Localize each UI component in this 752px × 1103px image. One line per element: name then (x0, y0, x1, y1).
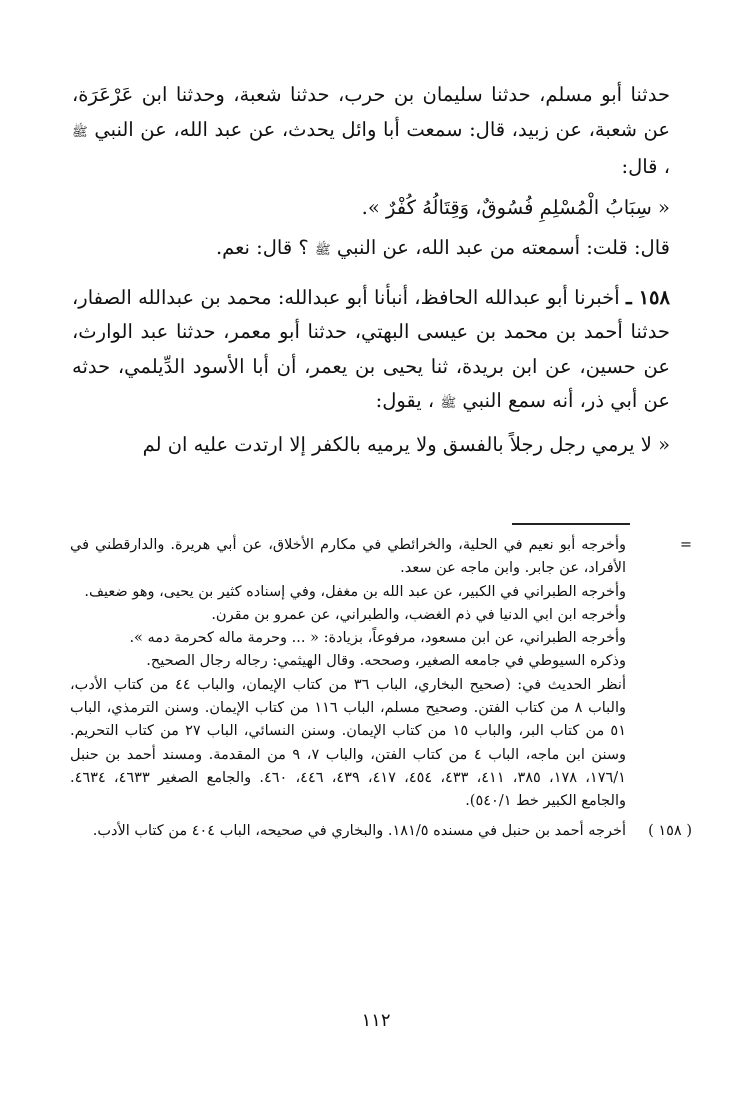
footnote-158-marker: ( ١٥٨ ) (648, 822, 692, 839)
footnote-158-body: أخرجه أحمد بن حنبل في مسنده ١٨١/٥. والبخاري في صحيحه، الباب ٤٠٤ من كتاب الأدب. (92, 822, 626, 839)
footnote-line: وأخرجه ابن ابي الدنيا في ذم الغضب، والطبراني، عن عمرو بن مقرن. (211, 606, 626, 623)
footnote-158 (70, 820, 692, 843)
footnote-line: وأخرجه الطبراني، عن ابن مسعود، مرفوعاً، بزيادة: « ... وحرمة ماله كحرمة دمه ». (129, 630, 626, 647)
footnote-body (70, 534, 626, 814)
isnad-line-1: حدثنا أبو مسلم، حدثنا سليمان بن حرب، حدثنا شعبة، وحدثنا ابن عَرْعَرَة، (72, 83, 670, 106)
isnad-line-3: ، قال: (621, 155, 670, 178)
question-line (72, 231, 670, 269)
continuation-marker: = (679, 537, 692, 553)
page-number: ١١٢ (361, 1010, 391, 1031)
isnad-line-2: عن شعبة، عن زبيد، قال: سمعت أبا وائل يحدث، عن عبد الله، عن النبي (94, 117, 671, 141)
footnote-line: وأخرجه الطبراني في الكبير، عن عبد الله بن مغفل، وفي إسناده كثير بن يحيى، وهو ضعيف. (84, 583, 626, 600)
footnotes (70, 534, 692, 843)
footnote-separator (512, 523, 630, 525)
question-start: قال: قلت: أسمعته من عبد الله، عن النبي (336, 236, 670, 259)
salla-ligature: ﷺ (440, 396, 457, 411)
footnote-line: أنظر الحديث في: (صحيح البخاري، الباب ٣٦ من كتاب الإيمان، والباب ٤٤ من كتاب الأدب، والباب ٨ من كتاب الفتن. وصحيح مسلم، الباب ١١٦ من كتاب الإيمان. وسنن الترمذي، الباب ٥١ من كتاب البر، والباب ١٥ من كتاب الإيمان. وسنن النسائي، الباب ٢٧ من كتاب التحريم. وسنن ابن ماجه، الباب ٤ من كتاب الفتن، والباب ٧، ٩ من المقدمة. ومسند أحمد بن حنبل ١٧٦/١، ١٧٨، ٣٨٥، ٤١١، ٤٣٣، ٤٥٤، ٤١٧، ٤٣٩، ٤٤٦، ٤٦٠. والجامع الصغير ٤٦٣٣، ٤٦٣٤. والجامع الكبير خط ٥٤٠/١). (70, 676, 626, 810)
footnote-line: وذكره السيوطي في جامعه الصغير، وصححه. وقال الهيثمي: رجاله رجال الصحيح. (146, 653, 626, 670)
hadith-158-isnad: أخبرنا أبو عبدالله الحافظ، أنبأنا أبو عبدالله: محمد بن عبدالله الصفار، حدثنا أحمد بن محمد بن عيسى البهتي، حدثنا أبو معمر، حدثنا عبد الوارث، عن حسين، عن ابن بريدة، ثنا يحيى بن يعمر، أن أبا الأسود الدِّيلمي، حدثه عن أبي ذر، أنه سمع النبي (72, 285, 670, 412)
footnote-continuation (70, 534, 692, 814)
hadith-158-isnad-end: ، يقول: (375, 389, 435, 412)
main-text (72, 78, 670, 462)
salla-ligature: ﷺ (72, 124, 88, 140)
hadith-quote: « سِبَابُ الْمُسْلِمِ فُسُوقٌ، وَقِتَالُهُ كُفْرٌ ». (361, 195, 670, 219)
footnote-line: وأخرجه أبو نعيم في الحلية، والخرائطي في مكارم الأخلاق، عن أبي هريرة. والدارقطني في الأفراد، عن جابر. وابن ماجه عن سعد. (70, 537, 626, 577)
salla-ligature: ﷺ (314, 243, 331, 258)
hadith-158-paragraph (72, 281, 670, 422)
hadith-number: ١٥٨ ـ (625, 285, 670, 309)
hadith-158-quote: « لا يرمي رجل رجلاً بالفسق ولا يرميه بالكفر إلا ارتدت عليه ان لم (142, 432, 670, 456)
question-end: ؟ قال: نعم. (215, 236, 309, 259)
isnad-paragraph (72, 78, 670, 185)
